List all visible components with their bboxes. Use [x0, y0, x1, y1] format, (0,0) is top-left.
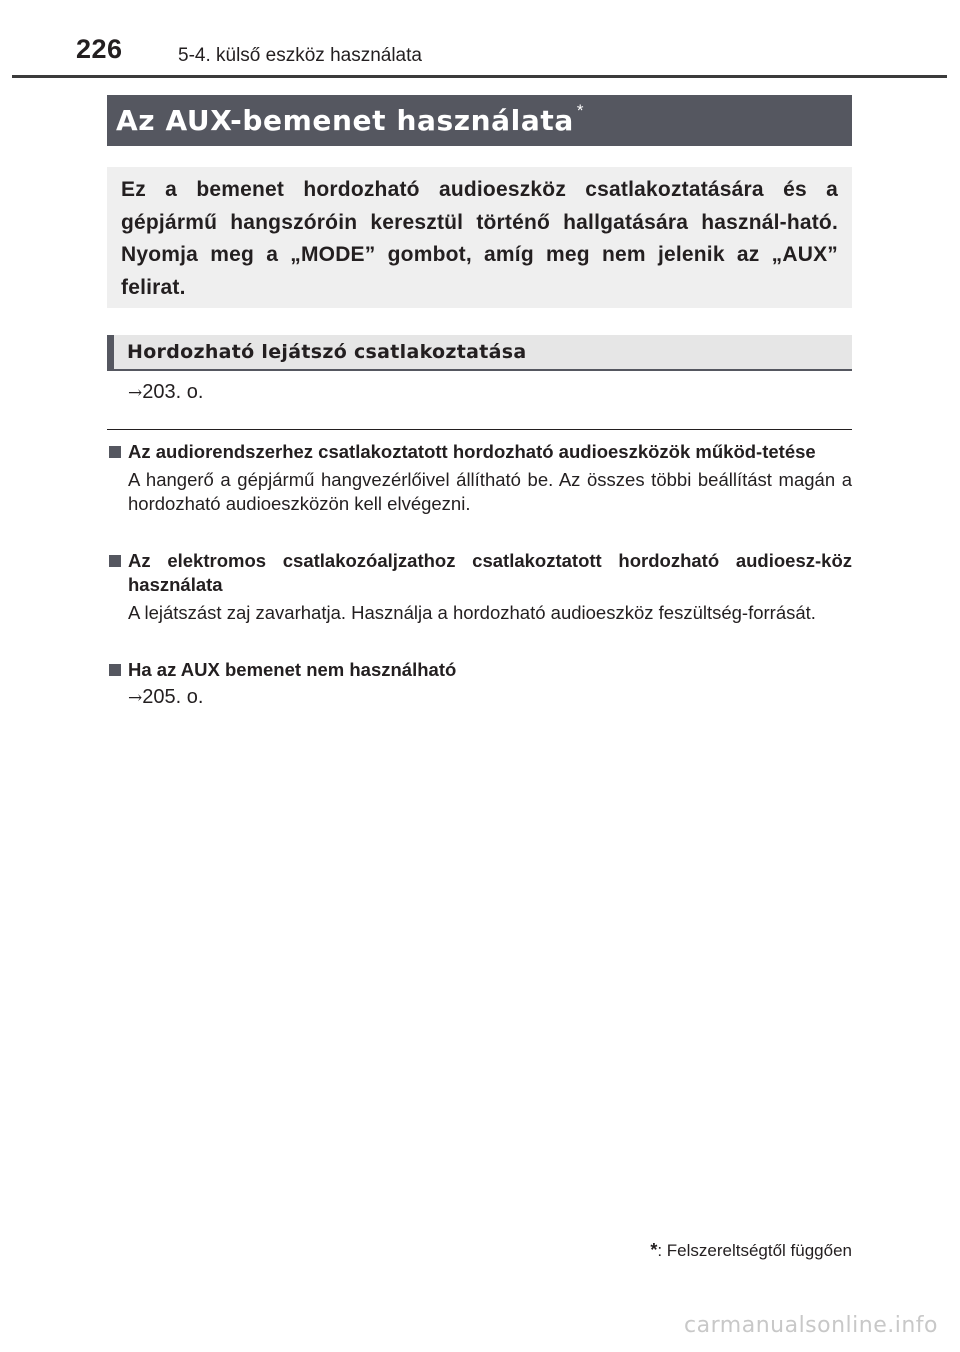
section-reference[interactable] — [128, 381, 203, 404]
page-number: 226 — [76, 34, 123, 64]
section-title: Hordozható lejátszó csatlakoztatása — [127, 341, 527, 363]
note-heading — [107, 549, 852, 597]
note-item — [107, 658, 852, 682]
title-bar — [107, 95, 852, 146]
arrow-icon: → — [128, 383, 143, 403]
section-heading — [107, 335, 852, 371]
reference-page: 203. o. — [142, 381, 204, 403]
reference-page: 205. o. — [142, 686, 204, 708]
footnote-text: : Felszereltségtől függően — [657, 1241, 852, 1260]
divider — [107, 429, 852, 430]
note-heading-text: Ha az AUX bemenet nem használható — [128, 659, 457, 680]
note-heading-text: Az elektromos csatlakozóaljzathoz csatlakoztatott hordozható audioesz-köz használata — [128, 550, 852, 595]
note-reference[interactable] — [128, 686, 203, 709]
note-heading — [107, 440, 852, 464]
square-bullet-icon — [109, 664, 121, 676]
page-title: Az AUX-bemenet használata — [116, 104, 574, 137]
note-item — [107, 440, 852, 516]
header-rule — [12, 75, 947, 78]
chapter-title: 5-4. külső eszköz használata — [178, 45, 422, 66]
square-bullet-icon — [109, 446, 121, 458]
title-asterisk: * — [576, 101, 584, 120]
arrow-icon: → — [128, 688, 143, 708]
intro-text: Ez a bemenet hordozható audioeszköz csatlakoztatására és a gépjármű hangszóróin keresztül történő hallgatására használ-ható. Nyomja meg a „MODE” gombot, amíg meg nem jelenik az „AUX” felirat. — [121, 178, 838, 299]
note-item — [107, 549, 852, 625]
note-heading-text: Az audiorendszerhez csatlakoztatott hordozható audioeszközök működ-tetése — [128, 441, 816, 462]
section-marker — [107, 335, 114, 369]
note-body: A hangerő a gépjármű hangvezérlőivel állítható be. Az összes többi beállítást magán a hordozható audioeszközön kell elvégezni. — [128, 469, 852, 514]
footnote-asterisk: * — [650, 1240, 658, 1260]
note-body: A lejátszást zaj zavarhatja. Használja a hordozható audioeszköz feszültség-forrását. — [128, 602, 816, 623]
note-heading — [107, 658, 852, 682]
intro-box — [107, 167, 852, 308]
footnote — [650, 1240, 852, 1261]
watermark: carmanualsonline.info — [684, 1313, 938, 1338]
square-bullet-icon — [109, 555, 121, 567]
